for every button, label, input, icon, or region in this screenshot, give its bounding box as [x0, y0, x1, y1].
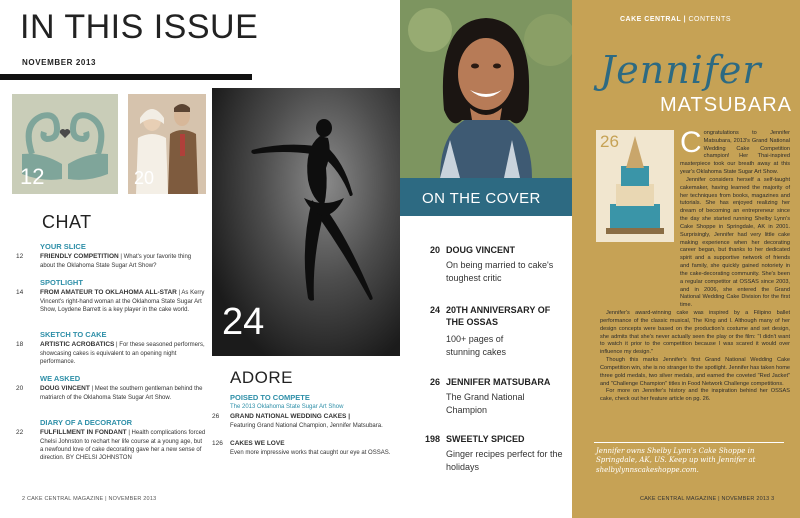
section-title: YOUR SLICE: [40, 242, 86, 251]
article-paragraph: Jennifer considers herself a self-taught cakemaker, having learned the majority of her techniques from books, magazines and tutorials. She has enjoyed realizing her dream of becoming an entrepreneur since the day she started running Shelby Lynn's Cake Shoppe in Springdale, AK in 2001. Surprisingly, Jennifer had very little cake making experience when her decorating career began, but thanks to her dedicated spirit and a supportive network of friends and family, she quickly gained notoriety in the cake-decorating community. She's been a regular competitor at OSSAS since 2003, and in 2006, she entered the Grand National Wedding Cake Division for the first time.: [680, 176, 790, 309]
item-headline: CAKES WE LOVE: [230, 440, 285, 448]
section-description: | As Kerry Vincent's right-hand woman at the Oklahoma State Sugar Art Show, Loydene Barrett is a key player in the cake world.: [40, 290, 205, 313]
title-rule: [0, 74, 252, 80]
toc-item[interactable]: [408, 434, 568, 484]
toc-item[interactable]: [408, 245, 568, 285]
article-paragraph: ongratulations to Jennifer Matsubara, 2013's Grand National Wedding Cake Competition champion! Her Thai-inspired masterpiece took our breath away at this year's Oklahoma State Sugar Art Show.: [680, 130, 790, 176]
section-spotlight[interactable]: [16, 278, 206, 314]
section-text: [40, 385, 206, 402]
on-the-cover-label: ON THE COVER: [422, 190, 541, 207]
section-we-asked[interactable]: [16, 374, 206, 402]
toc-item[interactable]: [408, 305, 568, 355]
section-diary[interactable]: [16, 418, 206, 462]
section-text: [40, 253, 206, 270]
page-number: 14: [16, 289, 24, 297]
section-text: [40, 429, 206, 462]
chat-heading: CHAT: [42, 212, 92, 232]
page-number: 20: [16, 385, 24, 393]
page-number: 22: [16, 429, 24, 437]
profile-last-name: MATSUBARA: [660, 94, 792, 116]
toc-title: DOUG VINCENT: [446, 245, 516, 255]
section-title: POISED TO COMPETE: [230, 393, 310, 402]
toc-page: 24: [429, 305, 440, 315]
header-section: CONTENTS: [688, 16, 731, 23]
left-footer: 2 CAKE CENTRAL MAGAZINE | NOVEMBER 2013: [22, 496, 157, 502]
section-title: DIARY OF A DECORATOR: [40, 418, 133, 427]
header-separator: |: [683, 16, 687, 23]
section-description: | Meet the southern gentleman behind the matriarch of the Oklahoma State Sugar Art Show.: [40, 386, 203, 401]
section-your-slice[interactable]: [16, 242, 206, 270]
toc-page: 198: [424, 434, 440, 444]
feature-page-number: 26: [600, 132, 619, 151]
section-headline: FRIENDLY COMPETITION: [40, 253, 119, 261]
section-headline: FULFILLMENT IN FONDANT: [40, 429, 127, 437]
adore-section[interactable]: [212, 393, 400, 457]
toc-title: 20TH ANNIVERSARY OF THE OSSAS: [446, 305, 551, 327]
dancer-photo[interactable]: [212, 88, 400, 356]
section-sketch-to-cake[interactable]: [16, 330, 206, 366]
toc-page: 20: [429, 245, 440, 255]
section-description: | For these seasoned performers, showcasing cakes is equivalent to an opening night performance.: [40, 342, 205, 365]
header-brand: CAKE CENTRAL: [620, 16, 682, 23]
toc-description: The Grand National Champion: [446, 392, 525, 415]
section-headline: DOUG VINCENT: [40, 385, 90, 393]
thumb-page-number: 12: [20, 164, 45, 189]
item-description: Even more impressive works that caught our eye at OSSAS.: [230, 449, 391, 456]
toc-page: 26: [429, 377, 440, 387]
section-text: [40, 341, 206, 366]
section-header: [620, 16, 731, 23]
toc-title: JENNIFER MATSUBARA: [446, 377, 551, 387]
woman-portrait: [400, 0, 572, 178]
toc-description: On being married to cake's toughest critic: [446, 260, 554, 283]
toc-title: SWEETLY SPICED: [446, 434, 525, 444]
profile-article: [600, 126, 790, 404]
section-text: [40, 289, 206, 314]
issue-date: NOVEMBER 2013: [22, 58, 97, 67]
section-headline: ARTISTIC ACROBATICS: [40, 341, 115, 349]
swan-cake-thumbnail[interactable]: [12, 94, 118, 194]
section-title: WE ASKED: [40, 374, 81, 383]
couple-photo-thumbnail[interactable]: [128, 94, 206, 194]
page-number: 12: [16, 253, 24, 261]
toc-description: 100+ pages of stunning cakes: [446, 334, 507, 357]
right-footer: CAKE CENTRAL MAGAZINE | NOVEMBER 2013 3: [640, 496, 775, 502]
section-title: SKETCH TO CAKE: [40, 330, 107, 339]
page-number: 18: [16, 341, 24, 349]
item-description: Featuring Grand National Champion, Jennifer Matsubara.: [230, 422, 383, 429]
adore-item-1: [230, 413, 383, 430]
toc-item[interactable]: [408, 377, 568, 417]
section-description: | Health complications forced Chelsi Johnston to rechart her life course at a young age, but a newfound love of cake decorating gave her a new sense of direction. BY CHELSI JOHNSTON: [40, 430, 206, 462]
cover-photo[interactable]: [400, 0, 572, 178]
section-description: | What's your favorite thing about the Oklahoma State Sugar Art Show?: [40, 254, 192, 269]
adore-item-2: [230, 440, 390, 457]
feature-page-number: 24: [222, 301, 265, 343]
article-paragraph: Jennifer's award-winning cake was inspired by a Filipino ballet performance of the classic musical, The King and I. Although many of her design concepts were based on the production's costume and set design, she admits that she's never actually seen the play or the film: "I didn't want to watch it prior to the competition because I was scared it would over influence my design.": [600, 310, 790, 356]
drop-cap: C: [680, 126, 702, 159]
divider: [594, 442, 784, 443]
section-headline: FROM AMATEUR TO OKLAHOMA ALL-STAR: [40, 289, 177, 297]
profile-note: Jennifer owns Shelby Lynn's Cake Shoppe in Springdale, AK, US. Keep up with Jennifer at shelbylynnscakeshoppe.com.: [596, 447, 756, 474]
profile-first-name: Jennifer: [600, 48, 762, 92]
article-paragraph: Though this marks Jennifer's first Grand National Wedding Cake Competition win, she is no stranger to the spotlight. Jennifer has taken home three gold medals, two silver medals, and earned the coveted "Red Jacket" and "Challenge Champion" titles in Food Network Challenge competitions.: [600, 357, 790, 387]
page-title: IN THIS ISSUE: [20, 8, 259, 46]
section-subtitle: The 2013 Oklahoma State Sugar Art Show: [230, 404, 344, 411]
section-title: SPOTLIGHT: [40, 278, 83, 287]
adore-heading: ADORE: [230, 368, 293, 387]
article-intro: [680, 126, 790, 177]
page-number: 126: [212, 440, 223, 448]
toc-description: Ginger recipes perfect for the holidays: [446, 449, 563, 472]
page-number: 26: [212, 413, 220, 421]
thumb-page-number: 20: [134, 168, 155, 188]
article-paragraph: For more on Jennifer's history and the inspiration behind her OSSAS cake, check out her feature article on pg. 26.: [600, 388, 790, 403]
item-headline: GRAND NATIONAL WEDDING CAKES |: [230, 413, 351, 421]
